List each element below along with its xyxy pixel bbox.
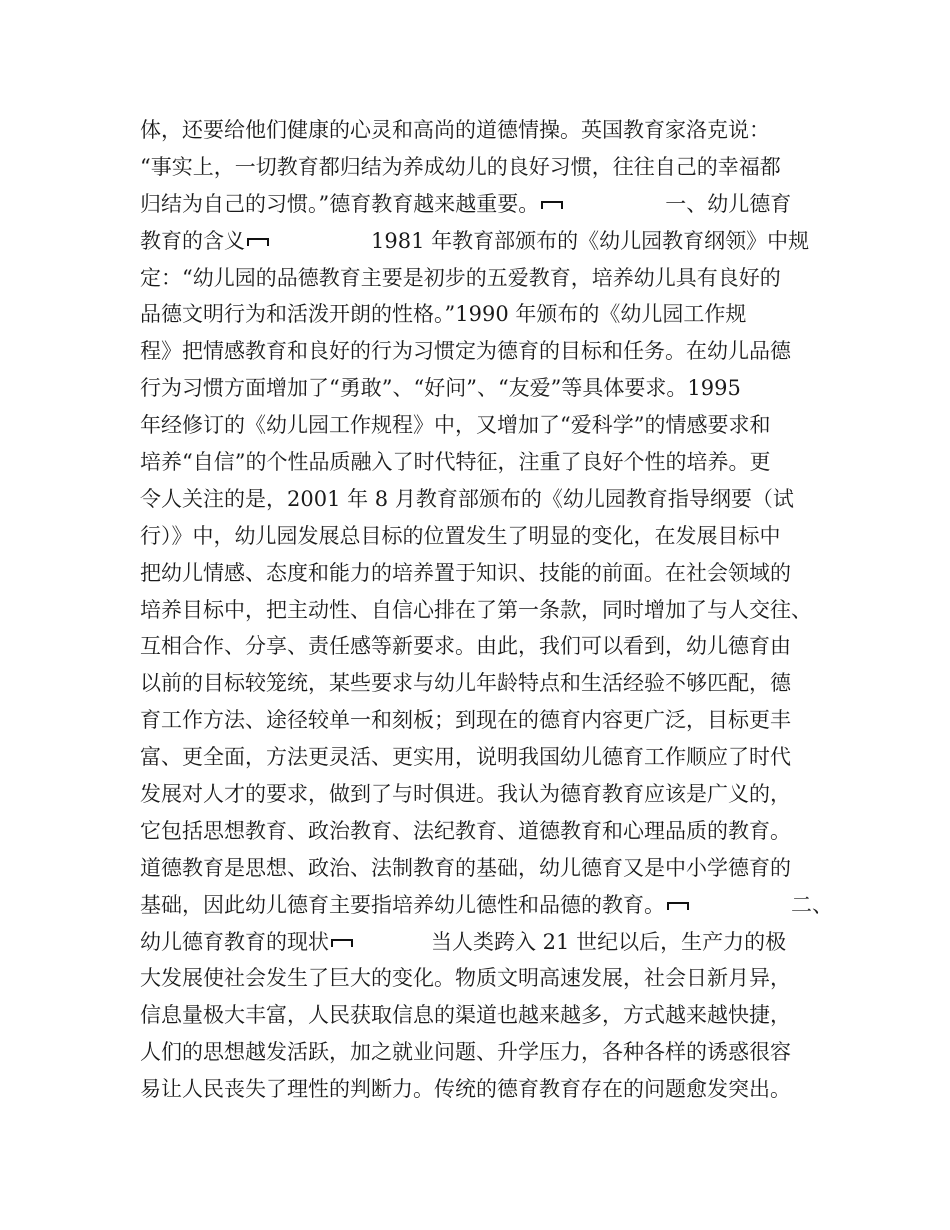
- line-break-mark-icon: [331, 938, 353, 948]
- text-line: [140, 370, 820, 407]
- text-segment: “事实上，一切教育都归结为养成幼儿的良好习惯，往往自己的幸福都: [140, 154, 781, 179]
- section-heading-segment: 教育的含义: [140, 228, 245, 253]
- text-line: [140, 481, 820, 518]
- text-line: [140, 444, 820, 481]
- text-line: [140, 592, 820, 629]
- document-body: [140, 112, 833, 1108]
- text-line: [140, 407, 820, 444]
- text-line: [140, 739, 820, 776]
- text-line: [140, 149, 820, 186]
- section-heading-segment: 二、: [791, 892, 833, 917]
- text-line: [140, 813, 820, 850]
- text-segment: 富、更全面，方法更灵活、更实用，说明我国幼儿德育工作顺应了时代: [140, 745, 791, 770]
- text-segment: 信息量极大丰富，人民获取信息的渠道也越来越多，方式越来越快捷，: [140, 1003, 791, 1028]
- text-segment: 易让人民丧失了理性的判断力。传统的德育教育存在的问题愈发突出。: [140, 1077, 791, 1102]
- text-line: [140, 997, 820, 1034]
- text-segment: 把幼儿情感、态度和能力的培养置于知识、技能的前面。在社会领域的: [140, 560, 791, 585]
- text-segment: 程》把情感教育和良好的行为习惯定为德育的目标和任务。在幼儿品德: [140, 339, 791, 364]
- text-segment: 育工作方法、途径较单一和刻板；到现在的德育内容更广泛，目标更丰: [140, 708, 791, 733]
- text-line: [140, 296, 820, 333]
- text-segment: 年经修订的《幼儿园工作规程》中，又增加了“爱科学”的情感要求和: [140, 413, 771, 438]
- text-line: [140, 850, 820, 887]
- text-line: [140, 112, 820, 149]
- text-line: [140, 223, 820, 260]
- text-line: [140, 186, 820, 223]
- text-line: [140, 1034, 820, 1071]
- text-segment: 当人类跨入 21 世纪以后，生产力的极: [431, 929, 787, 954]
- text-segment: 发展对人才的要求，做到了与时俱进。我认为德育教育应该是广义的，: [140, 782, 791, 807]
- section-heading-segment: 幼儿德育教育的现状: [140, 929, 329, 954]
- text-line: [140, 518, 820, 555]
- text-segment: 人们的思想越发活跃，加之就业问题、升学压力，各种各样的诱惑很容: [140, 1040, 791, 1065]
- text-line: [140, 702, 820, 739]
- text-line: [140, 333, 820, 370]
- text-segment: 体，还要给他们健康的心灵和高尚的道德情操。英国教育家洛克说：: [140, 118, 770, 142]
- text-segment: 定：“幼儿园的品德教育主要是初步的五爱教育，培养幼儿具有良好的: [140, 265, 781, 290]
- text-line: [140, 1071, 820, 1108]
- text-line: [140, 628, 820, 665]
- text-segment: 道德教育是思想、政治、法制教育的基础，幼儿德育又是中小学德育的: [140, 855, 791, 880]
- line-break-mark-icon: [667, 901, 689, 911]
- text-segment: 它包括思想教育、政治教育、法纪教育、道德教育和心理品质的教育。: [140, 818, 791, 843]
- line-break-mark-icon: [247, 237, 269, 247]
- text-segment: 行为习惯方面增加了“勇敢”、“好问”、“友爱”等具体要求。1995: [140, 376, 741, 401]
- text-segment: 大发展使社会发生了巨大的变化。物质文明高速发展，社会日新月异，: [140, 966, 791, 991]
- line-break-mark-icon: [541, 200, 563, 210]
- text-line: [140, 887, 833, 924]
- text-line: [140, 960, 820, 997]
- text-segment: 培养“自信”的个性品质融入了时代特征，注重了良好个性的培养。更: [140, 450, 771, 475]
- text-segment: 归结为自己的习惯。”德育教育越来越重要。: [140, 191, 540, 216]
- text-line: [140, 776, 820, 813]
- text-segment: 培养目标中，把主动性、自信心排在了第一条款，同时增加了与人交往、: [140, 597, 812, 622]
- text-segment: 互相合作、分享、责任感等新要求。由此，我们可以看到，幼儿德育由: [140, 634, 791, 659]
- text-segment: 1981 年教育部颁布的《幼儿园教育纲领》中规: [371, 228, 810, 253]
- section-heading-segment: 一、幼儿德育: [665, 191, 792, 216]
- text-segment: 令人关注的是，2001 年 8 月教育部颁布的《幼儿园教育指导纲要（试: [140, 486, 794, 511]
- text-line: [140, 555, 820, 592]
- text-segment: 品德文明行为和活泼开朗的性格。”1990 年颁布的《幼儿园工作规: [140, 302, 747, 327]
- text-line: [140, 665, 820, 702]
- text-line: [140, 260, 820, 297]
- text-segment: 基础，因此幼儿德育主要指培养幼儿德性和品德的教育。: [140, 892, 665, 917]
- text-segment: 以前的目标较笼统，某些要求与幼儿年龄特点和生活经验不够匹配，德: [140, 671, 791, 696]
- text-line: [140, 924, 820, 961]
- text-segment: 行）》中，幼儿园发展总目标的位置发生了明显的变化，在发展目标中: [140, 523, 781, 548]
